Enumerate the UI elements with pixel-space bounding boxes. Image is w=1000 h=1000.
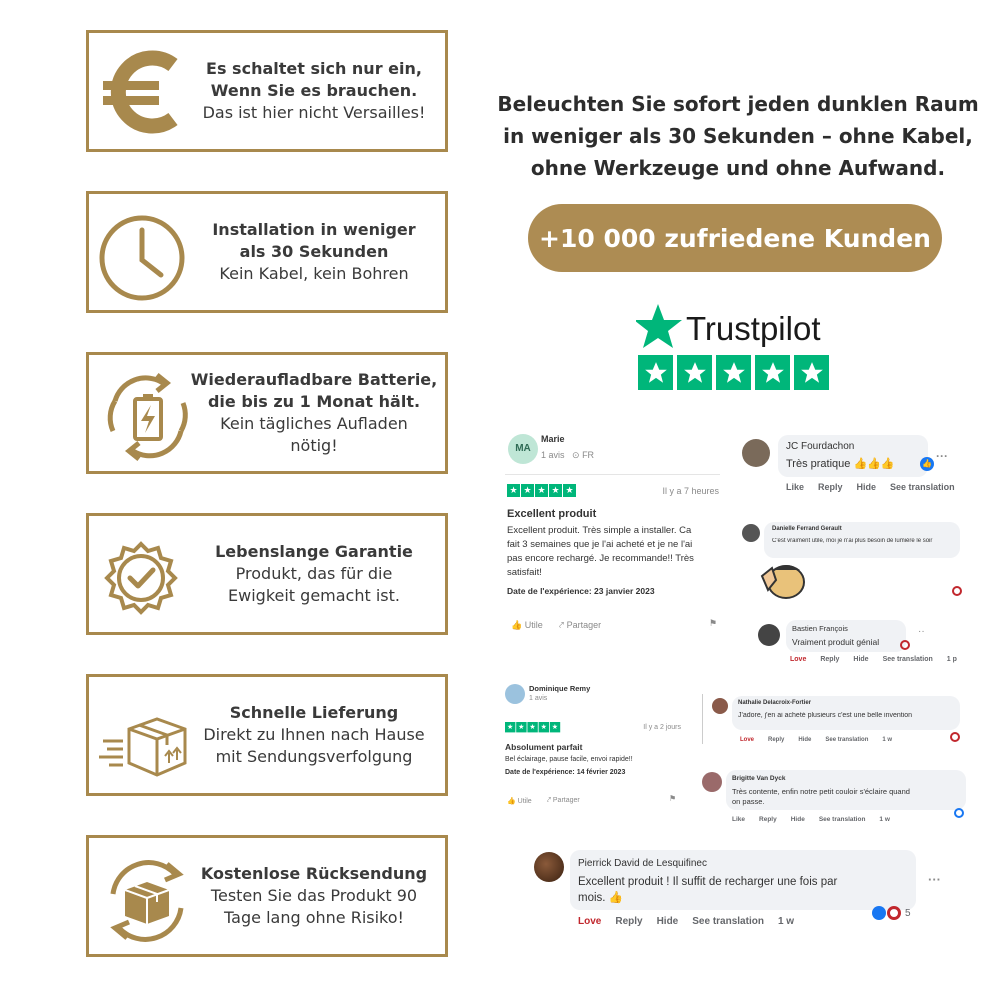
comment-text: Excellent produit ! Il suffit de recharger une fois par mois. 👍 [578, 876, 838, 904]
feature-title-line: Wiederaufladbare Batterie, [190, 370, 438, 389]
avatar [702, 772, 722, 792]
reply-button[interactable]: Reply [615, 916, 643, 927]
more-options-icon[interactable]: ··· [928, 872, 941, 887]
commenter-name: Pierrick David de Lesquifinec [578, 858, 707, 869]
review-experience-date: Date de l'expérience: 23 janvier 2023 [507, 586, 655, 596]
star-icon [716, 355, 751, 390]
delivery-box-icon [95, 683, 199, 787]
reviewer-meta: 1 avis [529, 695, 548, 702]
star-icon [638, 355, 673, 390]
comment [702, 694, 974, 754]
reply-button[interactable]: Reply [768, 737, 785, 743]
comment-text: Très pratique 👍👍👍 [786, 458, 895, 470]
review-card [503, 680, 693, 810]
comment [740, 520, 970, 610]
flag-icon[interactable]: ⚑ [669, 794, 677, 803]
see-translation-button[interactable]: See translation [825, 737, 869, 743]
reviewer-name: Dominique Remy [529, 684, 591, 693]
feature-card-guarantee [86, 513, 448, 635]
flag-icon[interactable]: ⚑ [709, 618, 718, 628]
comment-text: Vraiment produit génial [792, 637, 880, 647]
feature-text [189, 355, 439, 471]
comment-time: 1 p [946, 656, 957, 663]
feature-desc-line: Das ist hier nicht Versailles! [202, 103, 426, 122]
comment-bubble [764, 522, 960, 558]
review-body: Excellent produit. Très simple a installer. Ca fait 3 semaines que je l'ai acheté et je ne l'ai pas encore rechargé. Je recommande!! Très satisfait! [507, 525, 694, 578]
avatar [712, 698, 728, 714]
feature-desc-line: Kein tägliches Aufladen [220, 414, 408, 433]
star-icon [677, 355, 712, 390]
battery-recharge-icon [95, 361, 199, 465]
comment-actions [740, 737, 906, 743]
feature-card-installation [86, 191, 448, 313]
comment-bubble [726, 770, 966, 810]
star-icon [794, 355, 829, 390]
love-reaction-icon [900, 640, 910, 650]
comment [700, 768, 972, 830]
feature-desc-line: Produkt, das für die [235, 564, 393, 583]
review-title: Excellent produit [507, 508, 597, 520]
like-reaction-icon [872, 906, 886, 920]
love-button[interactable]: Love [578, 916, 602, 927]
return-box-icon [95, 844, 199, 948]
avatar [534, 852, 564, 882]
feature-desc-line: nötig! [290, 436, 338, 455]
reply-button[interactable]: Reply [818, 482, 843, 492]
feature-title-line: Installation in weniger [212, 220, 416, 239]
like-button[interactable]: Like [732, 816, 746, 823]
avatar [758, 624, 780, 646]
star-icon [755, 355, 790, 390]
comment-actions [786, 482, 969, 492]
avatar [742, 439, 770, 467]
reply-button[interactable]: Reply [820, 656, 840, 663]
comment-time: 1 w [879, 816, 890, 823]
review-title: Absolument parfait [505, 742, 583, 752]
comment-actions [578, 916, 808, 927]
review-experience-date: Date de l'expérience: 14 février 2023 [505, 769, 626, 776]
feature-desc-line: Tage lang ohne Risiko! [224, 908, 404, 927]
feature-title-line: die bis zu 1 Monat hält. [207, 392, 421, 411]
love-button[interactable]: Love [790, 656, 807, 663]
review-date: Il y a 2 jours [643, 724, 681, 731]
commenter-name: Nathalie Delacroix-Fortier [738, 700, 812, 706]
useful-button[interactable]: 👍 Utile [511, 620, 543, 630]
comment [756, 620, 976, 670]
feature-title-line: Wenn Sie es brauchen. [210, 81, 418, 100]
useful-button[interactable]: 👍 Utile [507, 798, 532, 805]
avatar [742, 524, 760, 542]
comment-text: C'est vraiment utile, moi je n'ai plus besoin de lumière le soir [772, 538, 933, 544]
share-button[interactable]: ⤤ Partager [547, 797, 580, 804]
hide-button[interactable]: Hide [856, 482, 877, 492]
feature-text [189, 194, 439, 310]
comment-bubble [732, 696, 960, 730]
commenter-name: Danielle Ferrand Gerault [772, 526, 842, 532]
feature-text [189, 838, 439, 954]
avatar [505, 684, 525, 704]
like-button[interactable]: Like [786, 482, 805, 492]
more-options-icon[interactable]: ··· [936, 449, 948, 463]
feature-desc-line: Direkt zu Ihnen nach Hause [203, 725, 425, 744]
trustpilot-logo: Trustpilot [686, 310, 821, 347]
love-button[interactable]: Love [740, 737, 755, 743]
reviewer-name: Marie [541, 434, 565, 444]
headline [478, 88, 998, 184]
headline-line: in weniger als 30 Sekunden – ohne Kabel, [503, 124, 973, 148]
feature-text [189, 516, 439, 632]
reaction-count: 5 [905, 907, 911, 919]
hide-button[interactable]: Hide [798, 737, 812, 743]
comment [532, 848, 952, 932]
commenter-name: JC Fourdachon [786, 441, 855, 452]
feature-title-line: als 30 Sekunden [239, 242, 389, 261]
hide-button[interactable]: Hide [790, 816, 805, 823]
feature-desc-line: mit Sendungsverfolgung [215, 747, 413, 766]
reaction-summary [872, 906, 911, 920]
commenter-name: Brigitte Van Dyck [732, 775, 786, 782]
review-date: Il y a 7 heures [662, 486, 719, 496]
feature-text [189, 33, 439, 149]
review-stars: ★ ★ ★ ★ ★ [507, 484, 576, 497]
reviewer-meta: 1 avis ⊙ FR [541, 450, 595, 460]
comment-bubble [570, 850, 916, 910]
thumbs-up-sticker-icon [756, 556, 806, 602]
love-reaction-icon [887, 906, 901, 920]
see-translation-button[interactable]: See translation [692, 916, 764, 927]
feature-card-returns [86, 835, 448, 957]
feature-title-line: Es schaltet sich nur ein, [206, 59, 422, 78]
comment-actions [790, 656, 971, 663]
review-card [505, 430, 725, 640]
comment-bubble [778, 435, 932, 477]
comment [740, 435, 970, 495]
comment-actions [732, 816, 904, 823]
feature-title-line: Lebenslange Garantie [215, 542, 413, 561]
love-reaction-icon [952, 586, 962, 596]
comment-bubble [786, 620, 906, 652]
share-button[interactable]: ⤤ Partager [559, 620, 602, 630]
feature-card-delivery [86, 674, 448, 796]
euro-icon [95, 39, 199, 143]
more-options-icon[interactable]: ·· [918, 626, 925, 637]
hide-button[interactable]: Hide [656, 916, 679, 927]
feature-card-battery [86, 352, 448, 474]
like-reaction-icon [954, 808, 964, 818]
comment-time: 1 w [777, 916, 795, 927]
feature-text [189, 677, 439, 793]
feature-desc-line: Kein Kabel, kein Bohren [219, 264, 409, 283]
review-body: Bel éclairage, pause facile, envoi rapide!! [505, 756, 633, 763]
comment-text: Très contente, enfin notre petit couloir s'éclaire quand on passe. [732, 787, 910, 806]
headline-line: Beleuchten Sie sofort jeden dunklen Raum [497, 92, 979, 116]
comment-text: J'adore, j'en ai acheté plusieurs c'est une belle invention [738, 712, 913, 719]
feature-card-energy [86, 30, 448, 152]
trustpilot-rating [638, 355, 829, 390]
see-translation-button[interactable]: See translation [890, 482, 955, 492]
review-stars: ★ ★ ★ ★ ★ [506, 722, 559, 731]
feature-title-line: Kostenlose Rücksendung [200, 864, 428, 883]
feature-desc-line: Ewigkeit gemacht ist. [228, 586, 400, 605]
commenter-name: Bastien François [792, 624, 848, 633]
reply-button[interactable]: Reply [759, 816, 777, 823]
feature-title-line: Schnelle Lieferung [229, 703, 399, 722]
feature-desc-line: Testen Sie das Produkt 90 [210, 886, 418, 905]
see-translation-button[interactable]: See translation [882, 656, 933, 663]
comment-time: 1 w [882, 737, 893, 743]
hide-button[interactable]: Hide [853, 656, 869, 663]
headline-line: ohne Werkzeuge und ohne Aufwand. [530, 156, 946, 180]
customer-count-badge: +10 000 zufriedene Kunden [528, 204, 942, 272]
clock-icon [95, 200, 199, 304]
guarantee-badge-icon [95, 522, 199, 626]
love-reaction-icon [950, 732, 960, 742]
see-translation-button[interactable]: See translation [818, 816, 866, 823]
like-reaction-icon: 👍 [920, 457, 934, 471]
avatar: MA [508, 434, 538, 464]
